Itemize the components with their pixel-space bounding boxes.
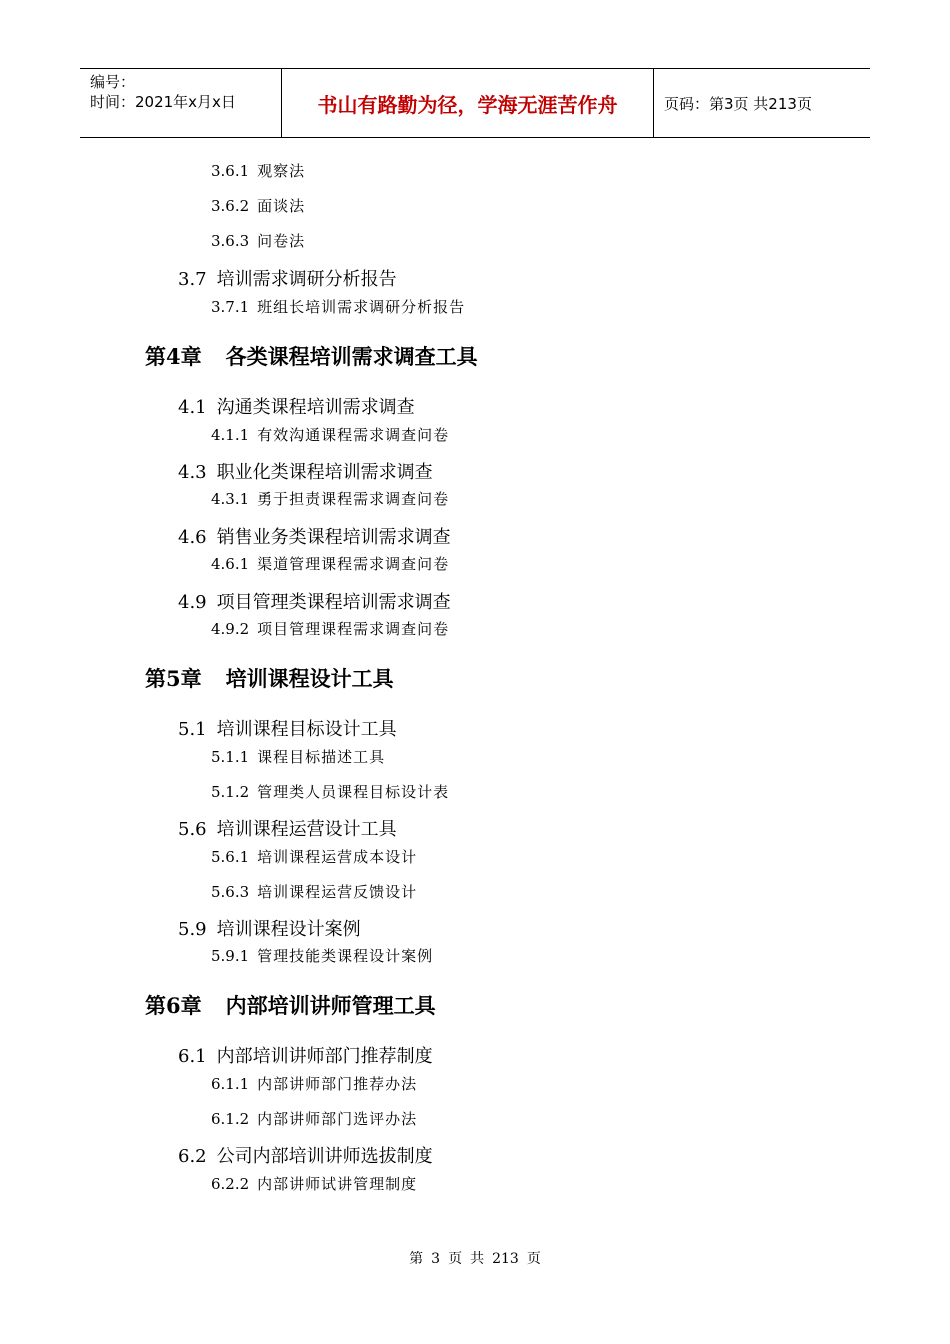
toc-chapter: [145, 990, 436, 1020]
toc-chapter: [145, 341, 478, 371]
toc-section: [178, 588, 451, 614]
toc-number: 5.1.1: [211, 748, 250, 766]
page-header: [80, 68, 870, 138]
toc-title: 职业化类课程培训需求调查: [216, 462, 433, 483]
toc-title: 课程目标描述工具: [257, 748, 386, 766]
toc-title: 班组长培训需求调研分析报告: [257, 298, 466, 316]
toc-subsection: [211, 424, 449, 445]
toc-number: 第6章: [145, 993, 202, 1018]
toc-title: 勇于担责课程需求调查问卷: [257, 490, 450, 508]
toc-number: 4.6.1: [211, 555, 250, 573]
toc-section: [178, 265, 397, 291]
toc-title: 培训课程设计工具: [225, 666, 394, 691]
toc-title: 内部培训讲师管理工具: [225, 993, 436, 1018]
toc-subsection: [211, 160, 305, 181]
toc-title: 面谈法: [257, 197, 306, 215]
toc-title: 问卷法: [257, 232, 306, 250]
toc-title: 渠道管理课程需求调查问卷: [257, 555, 450, 573]
toc-title: 销售业务类课程培训需求调查: [216, 527, 451, 548]
toc-number: 3.6.2: [211, 197, 250, 215]
toc-subsection: [211, 846, 417, 867]
toc-section: [178, 1142, 433, 1168]
toc-title: 内部讲师部门选评办法: [257, 1110, 418, 1128]
toc-subsection: [211, 1073, 417, 1094]
header-info: [80, 69, 282, 137]
toc-number: 5.1: [178, 719, 207, 740]
header-number-label: 编号：: [90, 73, 136, 91]
toc-title: 有效沟通课程需求调查问卷: [257, 426, 450, 444]
toc-subsection: [211, 781, 449, 802]
footer-total-pages: 213: [492, 1251, 519, 1267]
toc-number: 4.1: [178, 397, 207, 418]
toc-number: 6.1.1: [211, 1075, 250, 1093]
toc-number: 第4章: [145, 344, 202, 369]
toc-number: 6.1.2: [211, 1110, 250, 1128]
toc-number: 6.2.2: [211, 1175, 250, 1193]
footer-page-number: 3: [431, 1251, 441, 1267]
toc-title: 管理类人员课程目标设计表: [257, 783, 450, 801]
toc-title: 内部培训讲师部门推荐制度: [216, 1046, 433, 1067]
toc-title: 沟通类课程培训需求调查: [216, 397, 415, 418]
toc-subsection: [211, 230, 305, 251]
header-motto: 书山有路勤为径，学海无涯苦作舟: [282, 69, 654, 137]
toc-title: 培训需求调研分析报告: [216, 269, 397, 290]
toc-title: 培训课程运营反馈设计: [257, 883, 418, 901]
header-time-label: 时间：2021年x月x日: [90, 93, 236, 111]
toc-number: 5.9: [178, 919, 207, 940]
toc-number: 4.3.1: [211, 490, 250, 508]
toc-number: 5.6.1: [211, 848, 250, 866]
toc-number: 4.6: [178, 527, 207, 548]
toc-section: [178, 815, 397, 841]
toc-title: 内部讲师试讲管理制度: [257, 1175, 418, 1193]
toc-title: 观察法: [257, 162, 306, 180]
toc-title: 培训课程运营设计工具: [216, 819, 397, 840]
footer-text: 页: [448, 1251, 463, 1267]
toc-number: 4.1.1: [211, 426, 250, 444]
toc-subsection: [211, 296, 465, 317]
toc-number: 6.2: [178, 1146, 207, 1167]
toc-section: [178, 915, 361, 941]
toc-number: 3.7: [178, 269, 207, 290]
footer-text: 第: [409, 1251, 424, 1267]
toc-title: 内部讲师部门推荐办法: [257, 1075, 418, 1093]
toc-number: 3.7.1: [211, 298, 250, 316]
toc-chapter: [145, 663, 394, 693]
header-page-label: 页码：第3页 共213页: [664, 94, 812, 113]
toc-subsection: [211, 1108, 417, 1129]
footer-text: 页: [526, 1251, 541, 1267]
toc-subsection: [211, 881, 417, 902]
toc-title: 项目管理课程需求调查问卷: [257, 620, 450, 638]
toc-title: 各类课程培训需求调查工具: [225, 344, 478, 369]
toc-section: [178, 523, 451, 549]
toc-title: 公司内部培训讲师选拔制度: [216, 1146, 433, 1167]
toc-number: 3.6.3: [211, 232, 250, 250]
toc-subsection: [211, 746, 385, 767]
toc-number: 4.9.2: [211, 620, 250, 638]
toc-section: [178, 458, 433, 484]
toc-number: 5.9.1: [211, 947, 250, 965]
toc-title: 培训课程运营成本设计: [257, 848, 418, 866]
toc-subsection: [211, 945, 433, 966]
toc-number: 5.1.2: [211, 783, 250, 801]
toc-number: 5.6.3: [211, 883, 250, 901]
toc-number: 第5章: [145, 666, 202, 691]
page-footer: [0, 1248, 950, 1268]
footer-text: 共: [470, 1251, 485, 1267]
toc-subsection: [211, 488, 449, 509]
toc-section: [178, 1042, 433, 1068]
toc-section: [178, 393, 415, 419]
toc-number: 4.3: [178, 462, 207, 483]
toc-title: 培训课程设计案例: [216, 919, 361, 940]
toc-number: 4.9: [178, 592, 207, 613]
toc-title: 管理技能类课程设计案例: [257, 947, 434, 965]
toc-subsection: [211, 618, 449, 639]
toc-subsection: [211, 1173, 417, 1194]
toc-number: 3.6.1: [211, 162, 250, 180]
toc-subsection: [211, 195, 305, 216]
toc-section: [178, 715, 397, 741]
toc-number: 6.1: [178, 1046, 207, 1067]
toc-subsection: [211, 553, 449, 574]
toc-title: 项目管理类课程培训需求调查: [216, 592, 451, 613]
toc-number: 5.6: [178, 819, 207, 840]
toc-title: 培训课程目标设计工具: [216, 719, 397, 740]
